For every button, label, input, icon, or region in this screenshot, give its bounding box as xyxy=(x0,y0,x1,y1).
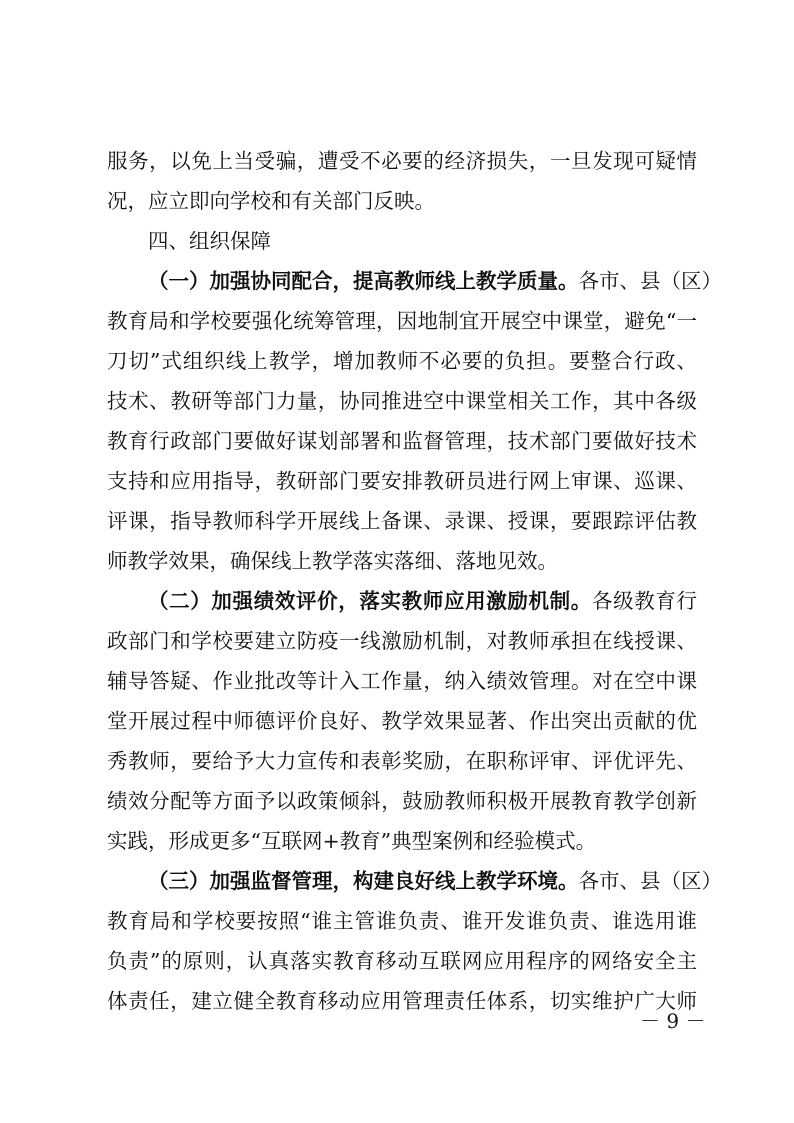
body-text-line: 教育局和学校要强化统筹管理，因地制宜开展空中课堂，避免“一 xyxy=(107,309,697,333)
subsection-heading: （三）加强监督管理，构建良好线上教学环境。 xyxy=(148,869,579,893)
section-heading: 四、组织保障 xyxy=(148,229,271,253)
body-text-line: 绩效分配等方面予以政策倾斜，鼓励教师积极开展教育教学创新 xyxy=(107,789,697,813)
body-text-line: 教育局和学校要按照“谁主管谁负责、谁开发谁负责、谁选用谁 xyxy=(107,909,697,933)
body-text-line: 教育行政部门要做好谋划部署和监督管理，技术部门要做好技术 xyxy=(107,429,697,453)
body-text-line: 政部门和学校要建立防疫一线激励机制，对教师承担在线授课、 xyxy=(107,629,697,653)
body-text-line: 师教学效果，确保线上教学落实落细、落地见效。 xyxy=(107,549,558,573)
body-text-line: 评课，指导教师科学开展线上备课、录课、授课，要跟踪评估教 xyxy=(107,509,697,533)
body-text-span: 各级教育行 xyxy=(591,589,698,613)
subsection-first-line xyxy=(148,867,722,895)
subsection-first-line xyxy=(148,267,722,295)
body-text-line: 实践，形成更多“互联网+教育”典型案例和经验模式。 xyxy=(107,829,597,853)
subsection-heading: （二）加强绩效评价，落实教师应用激励机制。 xyxy=(148,589,592,613)
body-text-line: 技术、教研等部门力量，协同推进空中课堂相关工作，其中各级 xyxy=(107,389,697,413)
body-text-line: 刀切”式组织线上教学，增加教师不必要的负担。要整合行政、 xyxy=(107,349,697,373)
body-text-line: 体责任，建立健全教育移动应用管理责任体系，切实维护广大师 xyxy=(107,989,697,1013)
body-text-span: 各市、县（区） xyxy=(578,869,722,893)
body-text-line: 秀教师，要给予大力宣传和表彰奖励，在职称评审、评优评先、 xyxy=(107,749,697,773)
subsection-heading: （一）加强协同配合，提高教师线上教学质量。 xyxy=(148,269,579,293)
body-text-line: 堂开展过程中师德评价良好、教学效果显著、作出突出贡献的优 xyxy=(107,709,697,733)
body-text-line: 支持和应用指导，教研部门要安排教研员进行网上审课、巡课、 xyxy=(107,469,697,493)
subsection-first-line xyxy=(148,587,697,615)
body-text-line: 负责”的原则，认真落实教育移动互联网应用程序的网络安全主 xyxy=(107,949,697,973)
body-text-line: 况，应立即向学校和有关部门反映。 xyxy=(107,189,435,213)
page-number: － 9 － xyxy=(640,1009,706,1033)
body-text-span: 各市、县（区） xyxy=(578,269,722,293)
body-text-line: 服务，以免上当受骗，遭受不必要的经济损失，一旦发现可疑情 xyxy=(107,149,697,173)
body-text-line: 辅导答疑、作业批改等计入工作量，纳入绩效管理。对在空中课 xyxy=(107,669,697,693)
